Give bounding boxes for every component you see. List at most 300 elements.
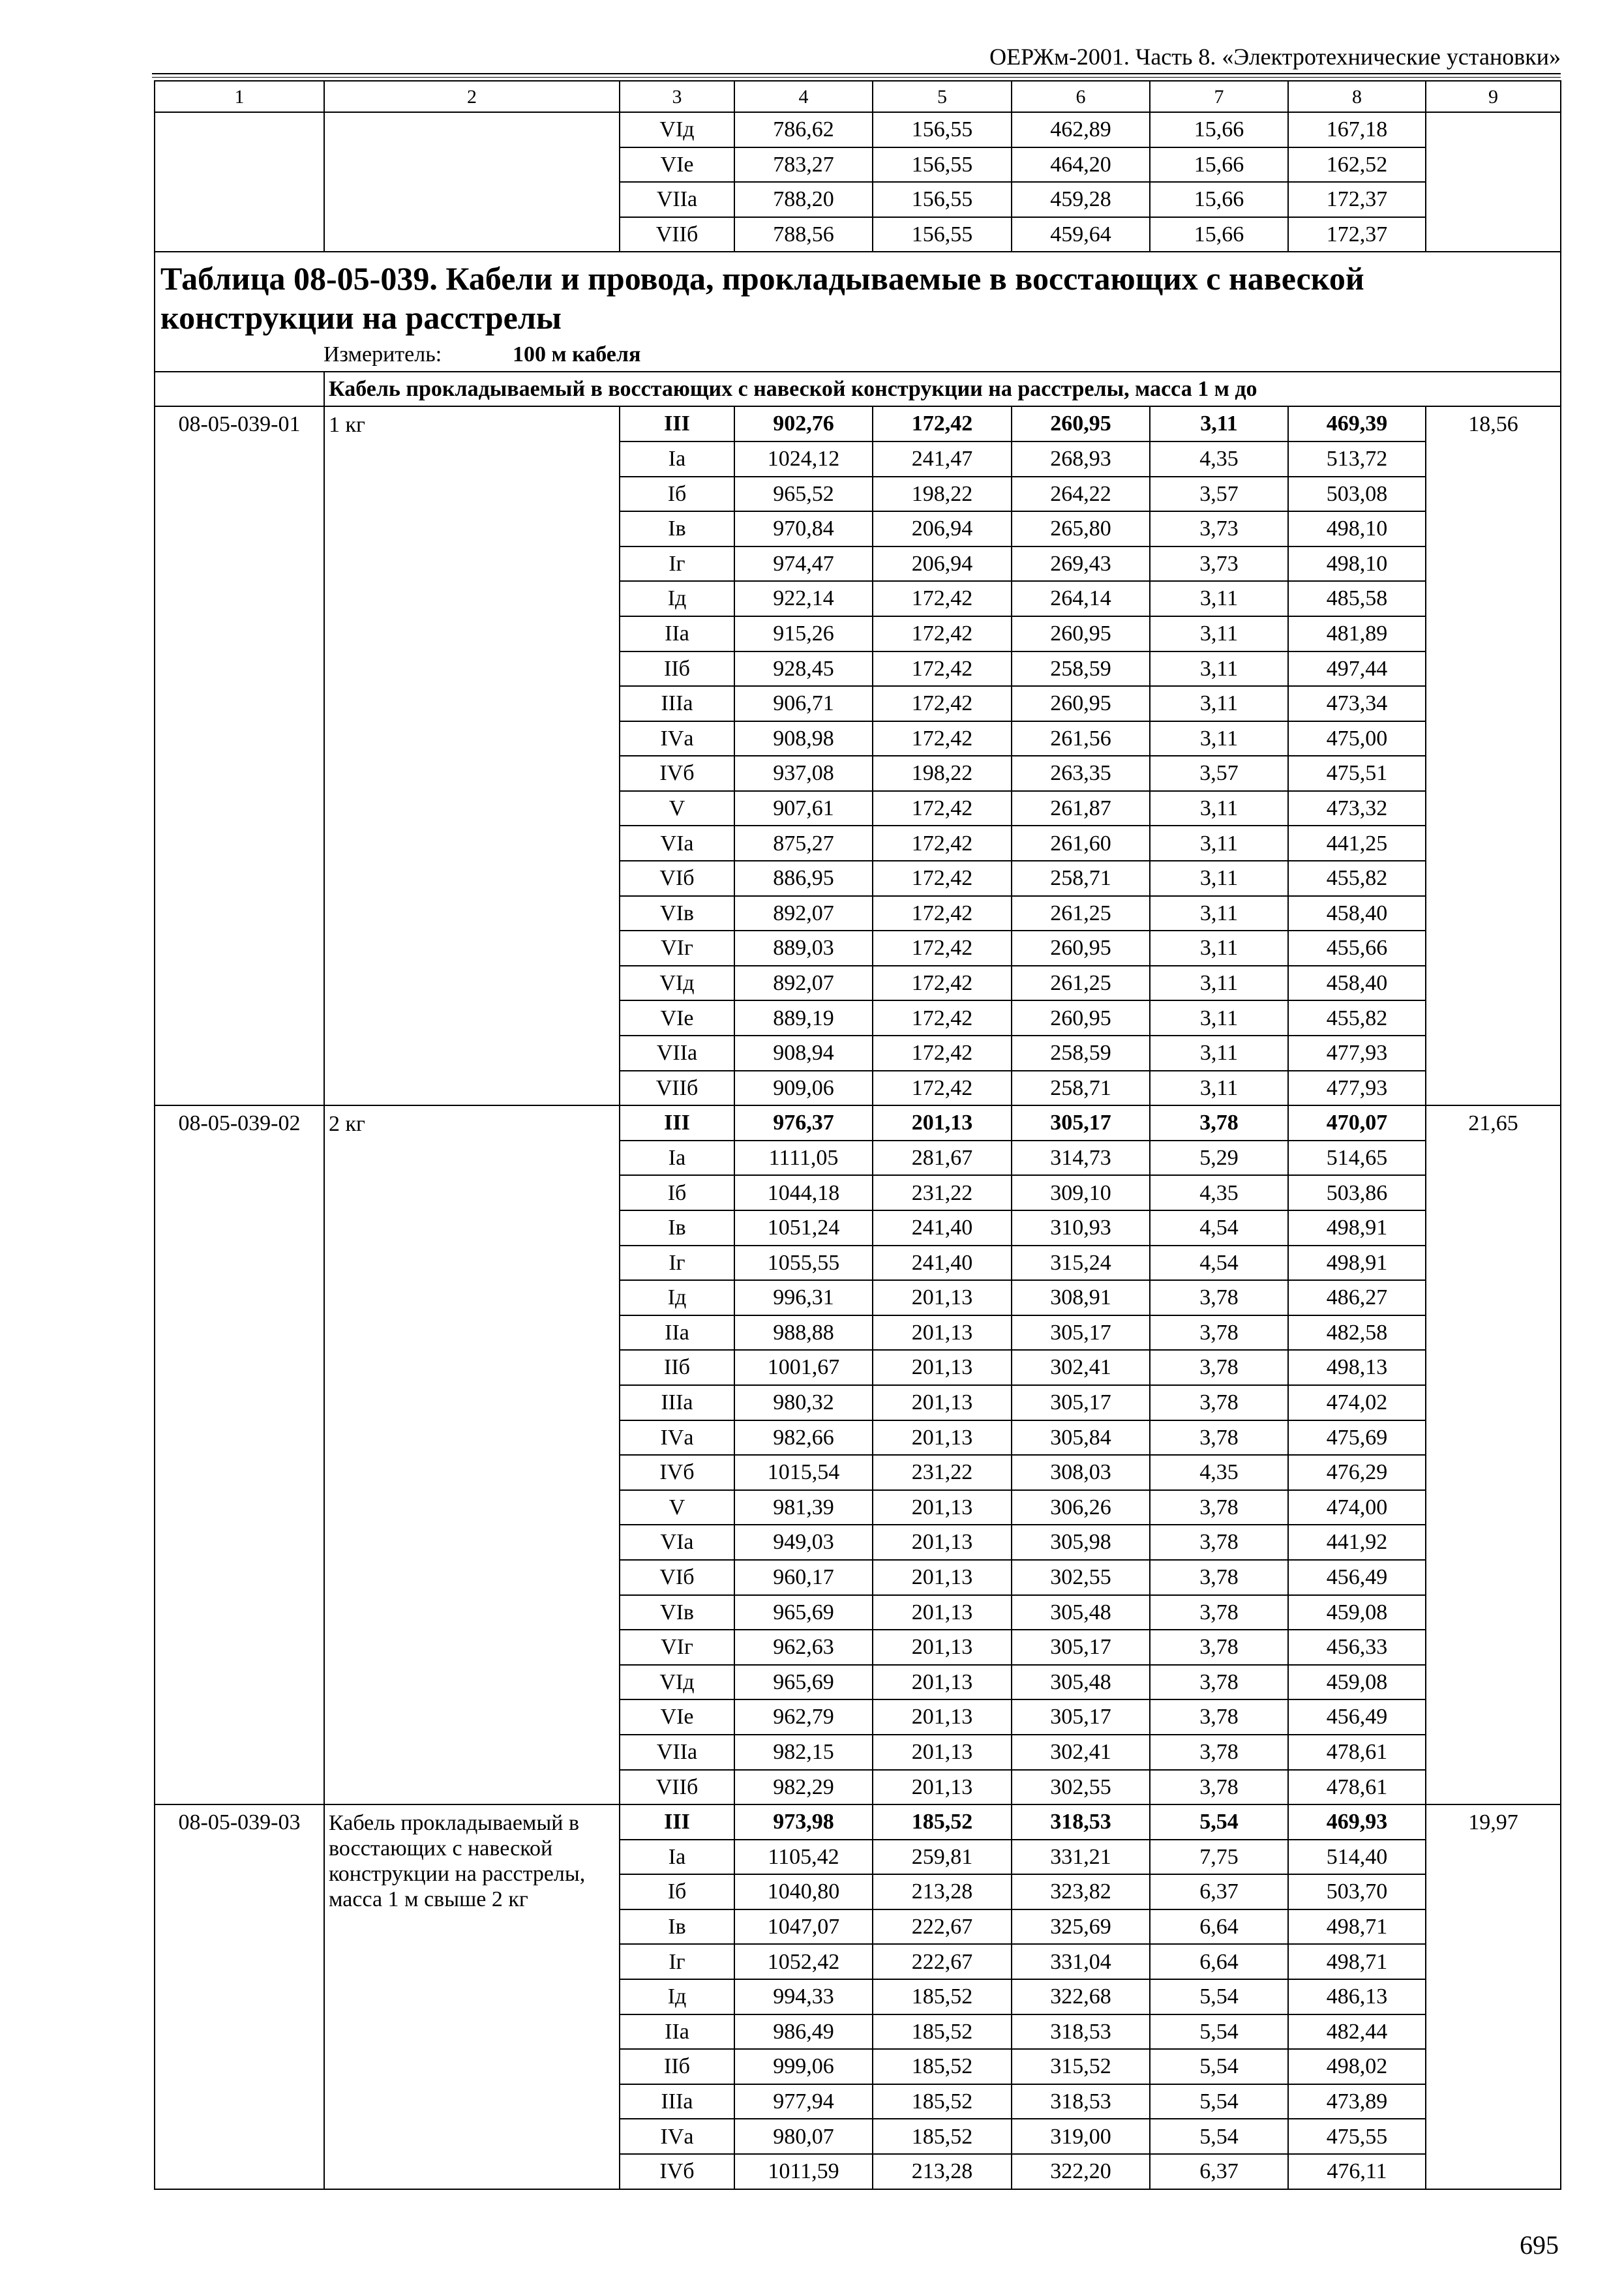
value-cell: 464,20 <box>1012 147 1150 183</box>
value-cell: 172,42 <box>873 406 1012 441</box>
zone-cell: VIд <box>620 1665 734 1700</box>
zone-cell: VIIб <box>620 217 734 252</box>
value-cell: 962,63 <box>734 1630 873 1665</box>
value-cell: 302,55 <box>1012 1560 1150 1595</box>
value-cell: 1047,07 <box>734 1909 873 1945</box>
value-cell: 908,94 <box>734 1036 873 1071</box>
value-cell: 172,42 <box>873 791 1012 826</box>
value-cell: 172,37 <box>1288 217 1426 252</box>
value-cell: 261,25 <box>1012 896 1150 931</box>
value-cell: 325,69 <box>1012 1909 1150 1945</box>
zone-cell: Iг <box>620 1246 734 1281</box>
value-cell: 886,95 <box>734 861 873 896</box>
zone-cell: VIe <box>620 147 734 183</box>
value-cell: 475,55 <box>1288 2119 1426 2154</box>
value-cell: 172,37 <box>1288 182 1426 217</box>
value-cell: 172,42 <box>873 616 1012 651</box>
value-cell: 458,40 <box>1288 966 1426 1001</box>
value-cell: 477,93 <box>1288 1071 1426 1106</box>
value-cell: 3,73 <box>1150 511 1288 546</box>
value-cell: 331,21 <box>1012 1840 1150 1875</box>
value-cell: 156,55 <box>873 147 1012 183</box>
value-cell: 476,11 <box>1288 2154 1426 2189</box>
value-cell: 473,32 <box>1288 791 1426 826</box>
value-cell: 213,28 <box>873 1874 1012 1909</box>
value-cell: 305,84 <box>1012 1420 1150 1456</box>
value-cell: 902,76 <box>734 406 873 441</box>
value-cell: 306,26 <box>1012 1490 1150 1525</box>
zone-cell: IIIа <box>620 2084 734 2119</box>
value-cell: 497,44 <box>1288 651 1426 687</box>
value-cell: 965,69 <box>734 1665 873 1700</box>
value-cell: 4,35 <box>1150 1455 1288 1490</box>
value-cell: 5,54 <box>1150 1804 1288 1840</box>
value-cell: 172,42 <box>873 1071 1012 1106</box>
column-number-row <box>155 81 1561 112</box>
name-cell: 1 кг <box>324 406 620 1105</box>
value-cell: 261,87 <box>1012 791 1150 826</box>
value-cell: 201,13 <box>873 1350 1012 1385</box>
value-cell: 1015,54 <box>734 1455 873 1490</box>
value-cell: 980,07 <box>734 2119 873 2154</box>
column-number: 4 <box>734 81 873 112</box>
value-cell: 982,29 <box>734 1770 873 1805</box>
value-cell: 258,59 <box>1012 1036 1150 1071</box>
value-cell: 3,11 <box>1150 966 1288 1001</box>
table-title-row <box>155 252 1561 371</box>
value-cell: 260,95 <box>1012 1000 1150 1036</box>
value-cell: 258,71 <box>1012 861 1150 896</box>
value-cell: 315,24 <box>1012 1246 1150 1281</box>
value-cell: 455,82 <box>1288 861 1426 896</box>
value-cell: 198,22 <box>873 756 1012 791</box>
zone-cell: VIб <box>620 861 734 896</box>
value-cell: 441,25 <box>1288 826 1426 861</box>
value-cell: 308,91 <box>1012 1280 1150 1315</box>
zone-cell: IIа <box>620 616 734 651</box>
value-cell: 222,67 <box>873 1944 1012 1979</box>
table-row <box>155 1804 1561 1840</box>
value-cell: 988,88 <box>734 1315 873 1351</box>
value-cell: 201,13 <box>873 1315 1012 1351</box>
zone-cell: VIг <box>620 1630 734 1665</box>
value-cell: 172,42 <box>873 581 1012 616</box>
value-cell: 318,53 <box>1012 2014 1150 2050</box>
value-cell: 172,42 <box>873 1000 1012 1036</box>
value-cell: 514,40 <box>1288 1840 1426 1875</box>
page-number: 695 <box>1520 2230 1559 2260</box>
name-cell <box>324 112 620 252</box>
zone-cell: III <box>620 406 734 441</box>
value-cell: 4,35 <box>1150 441 1288 477</box>
value-cell: 201,13 <box>873 1525 1012 1560</box>
zone-cell: VIд <box>620 112 734 147</box>
value-cell: 3,57 <box>1150 756 1288 791</box>
column-number: 6 <box>1012 81 1150 112</box>
value-cell: 788,56 <box>734 217 873 252</box>
value-cell: 264,22 <box>1012 477 1150 512</box>
zone-cell: IVб <box>620 756 734 791</box>
value-cell: 265,80 <box>1012 511 1150 546</box>
value-cell: 485,58 <box>1288 581 1426 616</box>
value-cell: 1001,67 <box>734 1350 873 1385</box>
value-cell: 3,78 <box>1150 1315 1288 1351</box>
value-cell: 213,28 <box>873 2154 1012 2189</box>
wage-cell <box>1426 112 1561 252</box>
value-cell: 305,48 <box>1012 1665 1150 1700</box>
value-cell: 302,41 <box>1012 1735 1150 1770</box>
value-cell: 305,17 <box>1012 1630 1150 1665</box>
value-cell: 309,10 <box>1012 1175 1150 1210</box>
zone-cell: V <box>620 1490 734 1525</box>
zone-cell: III <box>620 1105 734 1141</box>
wage-cell: 19,97 <box>1426 1804 1561 2189</box>
zone-cell: VIд <box>620 966 734 1001</box>
value-cell: 513,72 <box>1288 441 1426 477</box>
value-cell: 15,66 <box>1150 217 1288 252</box>
value-cell: 3,11 <box>1150 1036 1288 1071</box>
value-cell: 3,11 <box>1150 721 1288 756</box>
value-cell: 319,00 <box>1012 2119 1150 2154</box>
column-number: 2 <box>324 81 620 112</box>
code-cell: 08-05-039-03 <box>155 1804 324 2189</box>
value-cell: 322,20 <box>1012 2154 1150 2189</box>
zone-cell: Iб <box>620 477 734 512</box>
value-cell: 3,11 <box>1150 406 1288 441</box>
zone-cell: Iб <box>620 1175 734 1210</box>
value-cell: 469,39 <box>1288 406 1426 441</box>
value-cell: 982,15 <box>734 1735 873 1770</box>
value-cell: 231,22 <box>873 1455 1012 1490</box>
value-cell: 1024,12 <box>734 441 873 477</box>
value-cell: 503,08 <box>1288 477 1426 512</box>
value-cell: 308,03 <box>1012 1455 1150 1490</box>
value-cell: 201,13 <box>873 1420 1012 1456</box>
value-cell: 258,59 <box>1012 651 1150 687</box>
zone-cell: IVа <box>620 1420 734 1456</box>
value-cell: 486,13 <box>1288 1979 1426 2014</box>
value-cell: 322,68 <box>1012 1979 1150 2014</box>
zone-cell: Iг <box>620 1944 734 1979</box>
zone-cell: III <box>620 1804 734 1840</box>
value-cell: 259,81 <box>873 1840 1012 1875</box>
value-cell: 1051,24 <box>734 1210 873 1246</box>
value-cell: 996,31 <box>734 1280 873 1315</box>
value-cell: 6,64 <box>1150 1944 1288 1979</box>
value-cell: 241,40 <box>873 1246 1012 1281</box>
value-cell: 498,10 <box>1288 511 1426 546</box>
value-cell: 4,35 <box>1150 1175 1288 1210</box>
value-cell: 459,64 <box>1012 217 1150 252</box>
value-cell: 201,13 <box>873 1665 1012 1700</box>
value-cell: 315,52 <box>1012 2049 1150 2084</box>
zone-cell: IIб <box>620 1350 734 1385</box>
value-cell: 201,13 <box>873 1385 1012 1420</box>
value-cell: 476,29 <box>1288 1455 1426 1490</box>
value-cell: 1011,59 <box>734 2154 873 2189</box>
header-rule <box>152 77 1561 78</box>
value-cell: 3,78 <box>1150 1385 1288 1420</box>
value-cell: 302,41 <box>1012 1350 1150 1385</box>
value-cell: 3,57 <box>1150 477 1288 512</box>
value-cell: 503,70 <box>1288 1874 1426 1909</box>
value-cell: 498,71 <box>1288 1944 1426 1979</box>
value-cell: 156,55 <box>873 182 1012 217</box>
value-cell: 3,11 <box>1150 861 1288 896</box>
zone-cell: VIа <box>620 826 734 861</box>
value-cell: 268,93 <box>1012 441 1150 477</box>
table-row <box>155 112 1561 147</box>
value-cell: 185,52 <box>873 2014 1012 2050</box>
value-cell: 201,13 <box>873 1630 1012 1665</box>
value-cell: 459,28 <box>1012 182 1150 217</box>
value-cell: 323,82 <box>1012 1874 1150 1909</box>
price-table <box>154 80 1561 2190</box>
value-cell: 281,67 <box>873 1141 1012 1176</box>
value-cell: 305,17 <box>1012 1105 1150 1141</box>
value-cell: 974,47 <box>734 546 873 582</box>
measure-value: 100 м кабеля <box>513 342 641 367</box>
value-cell: 3,11 <box>1150 651 1288 687</box>
value-cell: 474,02 <box>1288 1385 1426 1420</box>
value-cell: 475,51 <box>1288 756 1426 791</box>
value-cell: 6,37 <box>1150 1874 1288 1909</box>
wage-cell: 18,56 <box>1426 406 1561 1105</box>
value-cell: 206,94 <box>873 511 1012 546</box>
value-cell: 459,08 <box>1288 1595 1426 1630</box>
value-cell: 3,73 <box>1150 546 1288 582</box>
code-cell: 08-05-039-01 <box>155 406 324 1105</box>
value-cell: 498,91 <box>1288 1246 1426 1281</box>
value-cell: 305,48 <box>1012 1595 1150 1630</box>
value-cell: 875,27 <box>734 826 873 861</box>
value-cell: 1040,80 <box>734 1874 873 1909</box>
value-cell: 498,10 <box>1288 546 1426 582</box>
value-cell: 3,11 <box>1150 616 1288 651</box>
zone-cell: IIа <box>620 1315 734 1351</box>
zone-cell: Iг <box>620 546 734 582</box>
value-cell: 185,52 <box>873 1804 1012 1840</box>
value-cell: 3,11 <box>1150 931 1288 966</box>
value-cell: 201,13 <box>873 1699 1012 1735</box>
value-cell: 482,44 <box>1288 2014 1426 2050</box>
value-cell: 264,14 <box>1012 581 1150 616</box>
value-cell: 5,54 <box>1150 1979 1288 2014</box>
value-cell: 503,86 <box>1288 1175 1426 1210</box>
zone-cell: Iа <box>620 1141 734 1176</box>
value-cell: 980,32 <box>734 1385 873 1420</box>
value-cell: 441,92 <box>1288 1525 1426 1560</box>
value-cell: 261,25 <box>1012 966 1150 1001</box>
value-cell: 15,66 <box>1150 147 1288 183</box>
value-cell: 982,66 <box>734 1420 873 1456</box>
value-cell: 3,78 <box>1150 1699 1288 1735</box>
value-cell: 478,61 <box>1288 1735 1426 1770</box>
value-cell: 201,13 <box>873 1105 1012 1141</box>
value-cell: 172,42 <box>873 861 1012 896</box>
zone-cell: VIв <box>620 896 734 931</box>
measure-label: Измеритель: <box>323 342 442 367</box>
value-cell: 892,07 <box>734 966 873 1001</box>
column-number: 7 <box>1150 81 1288 112</box>
value-cell: 473,89 <box>1288 2084 1426 2119</box>
value-cell: 172,42 <box>873 686 1012 721</box>
value-cell: 156,55 <box>873 217 1012 252</box>
column-number: 1 <box>155 81 324 112</box>
zone-cell: IVа <box>620 2119 734 2154</box>
value-cell: 198,22 <box>873 477 1012 512</box>
value-cell: 260,95 <box>1012 931 1150 966</box>
value-cell: 455,82 <box>1288 1000 1426 1036</box>
zone-cell: VIг <box>620 931 734 966</box>
price-table-body <box>155 81 1561 2189</box>
value-cell: 973,98 <box>734 1804 873 1840</box>
zone-cell: IVб <box>620 2154 734 2189</box>
value-cell: 906,71 <box>734 686 873 721</box>
zone-cell: Iв <box>620 511 734 546</box>
value-cell: 928,45 <box>734 651 873 687</box>
zone-cell: V <box>620 791 734 826</box>
value-cell: 172,42 <box>873 721 1012 756</box>
value-cell: 260,95 <box>1012 686 1150 721</box>
value-cell: 965,69 <box>734 1595 873 1630</box>
value-cell: 5,54 <box>1150 2084 1288 2119</box>
zone-cell: IIIа <box>620 686 734 721</box>
zone-cell: VIб <box>620 1560 734 1595</box>
zone-cell: Iд <box>620 1979 734 2014</box>
zone-cell: IVа <box>620 721 734 756</box>
table-title: Таблица 08-05-039. Кабели и провода, прокладываемые в восстающих с навеской конструкции на расстрелы <box>160 260 1364 337</box>
value-cell: 994,33 <box>734 1979 873 2014</box>
value-cell: 7,75 <box>1150 1840 1288 1875</box>
value-cell: 185,52 <box>873 2119 1012 2154</box>
zone-cell: Iв <box>620 1909 734 1945</box>
value-cell: 201,13 <box>873 1280 1012 1315</box>
value-cell: 482,58 <box>1288 1315 1426 1351</box>
column-number: 9 <box>1426 81 1561 112</box>
value-cell: 269,43 <box>1012 546 1150 582</box>
value-cell: 922,14 <box>734 581 873 616</box>
zone-cell: VIIб <box>620 1770 734 1805</box>
section-heading: Кабель прокладываемый в восстающих с навеской конструкции на расстрелы, масса 1 м до <box>324 372 1561 407</box>
value-cell: 201,13 <box>873 1490 1012 1525</box>
value-cell: 305,17 <box>1012 1699 1150 1735</box>
zone-cell: VIIа <box>620 1735 734 1770</box>
table-row <box>155 406 1561 441</box>
column-number: 5 <box>873 81 1012 112</box>
value-cell: 331,04 <box>1012 1944 1150 1979</box>
value-cell: 977,94 <box>734 2084 873 2119</box>
value-cell: 456,49 <box>1288 1699 1426 1735</box>
zone-cell: IIб <box>620 651 734 687</box>
zone-cell: VIIа <box>620 1036 734 1071</box>
value-cell: 469,93 <box>1288 1804 1426 1840</box>
value-cell: 3,78 <box>1150 1630 1288 1665</box>
zone-cell: Iб <box>620 1874 734 1909</box>
value-cell: 4,54 <box>1150 1210 1288 1246</box>
value-cell: 981,39 <box>734 1490 873 1525</box>
value-cell: 5,54 <box>1150 2119 1288 2154</box>
value-cell: 475,69 <box>1288 1420 1426 1456</box>
value-cell: 3,11 <box>1150 1071 1288 1106</box>
zone-cell: Iа <box>620 441 734 477</box>
value-cell: 185,52 <box>873 1979 1012 2014</box>
value-cell: 260,95 <box>1012 406 1150 441</box>
value-cell: 314,73 <box>1012 1141 1150 1176</box>
zone-cell: VIe <box>620 1699 734 1735</box>
value-cell: 783,27 <box>734 147 873 183</box>
value-cell: 5,29 <box>1150 1141 1288 1176</box>
value-cell: 201,13 <box>873 1770 1012 1805</box>
value-cell: 3,78 <box>1150 1420 1288 1456</box>
zone-cell: VIа <box>620 1525 734 1560</box>
zone-cell: Iв <box>620 1210 734 1246</box>
value-cell: 172,42 <box>873 896 1012 931</box>
value-cell: 185,52 <box>873 2084 1012 2119</box>
running-header-text: ОЕРЖм-2001. Часть 8. «Электротехнические установки» <box>989 44 1561 70</box>
value-cell: 486,27 <box>1288 1280 1426 1315</box>
value-cell: 261,56 <box>1012 721 1150 756</box>
column-number: 3 <box>620 81 734 112</box>
value-cell: 1105,42 <box>734 1840 873 1875</box>
value-cell: 788,20 <box>734 182 873 217</box>
value-cell: 172,42 <box>873 1036 1012 1071</box>
value-cell: 949,03 <box>734 1525 873 1560</box>
value-cell: 976,37 <box>734 1105 873 1141</box>
value-cell: 498,91 <box>1288 1210 1426 1246</box>
value-cell: 241,47 <box>873 441 1012 477</box>
value-cell: 3,78 <box>1150 1735 1288 1770</box>
running-header <box>152 40 1561 74</box>
value-cell: 3,11 <box>1150 791 1288 826</box>
value-cell: 3,78 <box>1150 1525 1288 1560</box>
value-cell: 310,93 <box>1012 1210 1150 1246</box>
value-cell: 999,06 <box>734 2049 873 2084</box>
value-cell: 473,34 <box>1288 686 1426 721</box>
value-cell: 3,11 <box>1150 581 1288 616</box>
zone-cell: IIIа <box>620 1385 734 1420</box>
section-spacer <box>155 372 324 407</box>
value-cell: 937,08 <box>734 756 873 791</box>
value-cell: 241,40 <box>873 1210 1012 1246</box>
value-cell: 172,42 <box>873 826 1012 861</box>
value-cell: 915,26 <box>734 616 873 651</box>
value-cell: 3,11 <box>1150 826 1288 861</box>
value-cell: 258,71 <box>1012 1071 1150 1106</box>
code-cell: 08-05-039-02 <box>155 1105 324 1804</box>
value-cell: 1044,18 <box>734 1175 873 1210</box>
value-cell: 222,67 <box>873 1909 1012 1945</box>
value-cell: 261,60 <box>1012 826 1150 861</box>
wage-cell: 21,65 <box>1426 1105 1561 1804</box>
zone-cell: VIIа <box>620 182 734 217</box>
measure-line <box>160 342 1555 367</box>
value-cell: 477,93 <box>1288 1036 1426 1071</box>
value-cell: 305,17 <box>1012 1385 1150 1420</box>
value-cell: 318,53 <box>1012 1804 1150 1840</box>
value-cell: 960,17 <box>734 1560 873 1595</box>
code-cell <box>155 112 324 252</box>
value-cell: 260,95 <box>1012 616 1150 651</box>
value-cell: 3,78 <box>1150 1350 1288 1385</box>
table-row <box>155 1105 1561 1141</box>
value-cell: 3,78 <box>1150 1595 1288 1630</box>
value-cell: 498,13 <box>1288 1350 1426 1385</box>
value-cell: 1055,55 <box>734 1246 873 1281</box>
value-cell: 889,19 <box>734 1000 873 1036</box>
value-cell: 206,94 <box>873 546 1012 582</box>
value-cell: 462,89 <box>1012 112 1150 147</box>
